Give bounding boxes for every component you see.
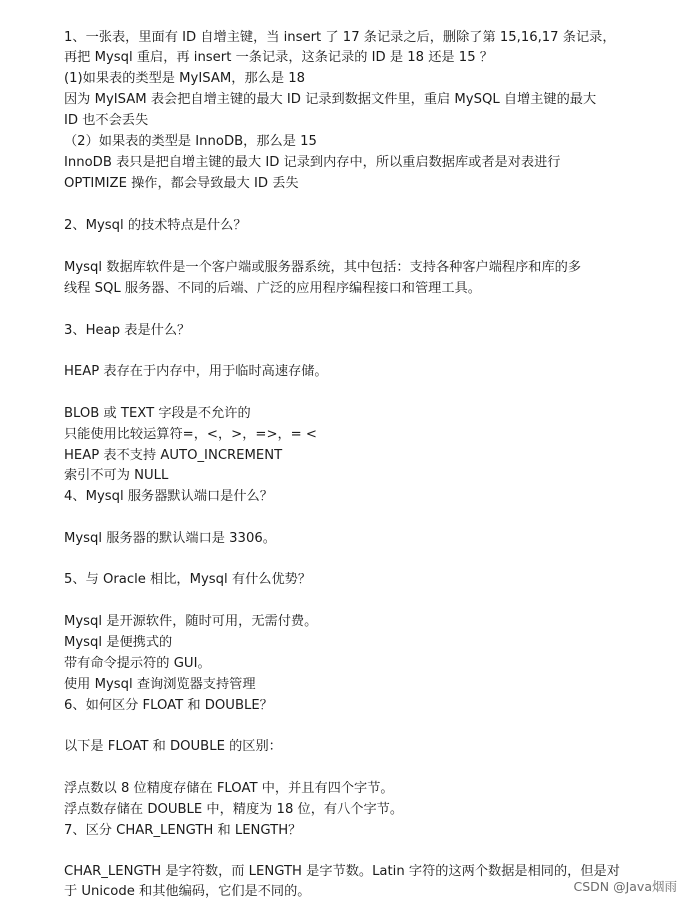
text-line: 浮点数以 8 位精度存储在 FLOAT 中，并且有四个字节。 — [64, 781, 394, 796]
text-line: 浮点数存储在 DOUBLE 中，精度为 18 位，有八个字节。 — [64, 802, 404, 817]
text-line: (1)如果表的类型是 MyISAM，那么是 18 — [64, 71, 305, 86]
section-heading: 5、与 Oracle 相比，Mysql 有什么优势？ — [64, 572, 312, 587]
text-line: （2）如果表的类型是 InnoDB，那么是 15 — [64, 134, 317, 149]
text-line: 于 Unicode 和其他编码，它们是不同的。 — [64, 884, 311, 899]
text-line: Mysql 数据库软件是一个客户端或服务器系统，其中包括：支持各种客户端程序和库的多 — [64, 260, 582, 275]
text-line: 再把 Mysql 重启，再 insert 一条记录，这条记录的 ID 是 18 还是 15 ？ — [64, 50, 493, 65]
text-line: 因为 MyISAM 表会把自增主键的最大 ID 记录到数据文件里，重启 MySQL 自增主键的最大 — [64, 92, 597, 107]
text-line: InnoDB 表只是把自增主键的最大 ID 记录到内存中，所以重启数据库或者是对表进行 — [64, 155, 561, 170]
text-line: HEAP 表存在于内存中，用于临时高速存储。 — [64, 364, 328, 379]
text-line: CHAR_LENGTH 是字符数，而 LENGTH 是字节数。Latin 字符的这两个数据是相同的，但是对 — [64, 864, 620, 879]
text-line: 1、一张表，里面有 ID 自增主键，当 insert 了 17 条记录之后，删除了第 15,16,17 条记录， — [64, 30, 616, 45]
text-line: 线程 SQL 服务器、不同的后端、广泛的应用程序编程接口和管理工具。 — [64, 281, 481, 296]
text-line: 索引不可为 NULL — [64, 468, 169, 483]
text-line: 带有命令提示符的 GUI。 — [64, 656, 211, 671]
text-line: Mysql 服务器的默认端口是 3306。 — [64, 531, 276, 546]
section-heading: 6、如何区分 FLOAT 和 DOUBLE？ — [64, 698, 273, 713]
section-heading: 7、区分 CHAR_LENGTH 和 LENGTH？ — [64, 823, 302, 838]
text-line: 使用 Mysql 查询浏览器支持管理 — [64, 677, 256, 692]
text-line: ID 也不会丢失 — [64, 113, 149, 128]
section-heading: 3、Heap 表是什么？ — [64, 323, 191, 338]
section-heading: 4、Mysql 服务器默认端口是什么？ — [64, 489, 273, 504]
text-line: 以下是 FLOAT 和 DOUBLE 的区别： — [64, 739, 282, 754]
text-line: HEAP 表不支持 AUTO_INCREMENT — [64, 448, 283, 463]
text-line: 只能使用比较运算符=，<，>，=>，= < — [64, 427, 317, 442]
text-line: OPTIMIZE 操作，都会导致最大 ID 丢失 — [64, 176, 299, 191]
text-line: Mysql 是便携式的 — [64, 635, 173, 650]
text-line: BLOB 或 TEXT 字段是不允许的 — [64, 406, 251, 421]
section-heading: 2、Mysql 的技术特点是什么？ — [64, 218, 247, 233]
text-line: Mysql 是开源软件，随时可用，无需付费。 — [64, 614, 318, 629]
csdn-watermark: CSDN @Java烟雨 — [573, 879, 677, 894]
